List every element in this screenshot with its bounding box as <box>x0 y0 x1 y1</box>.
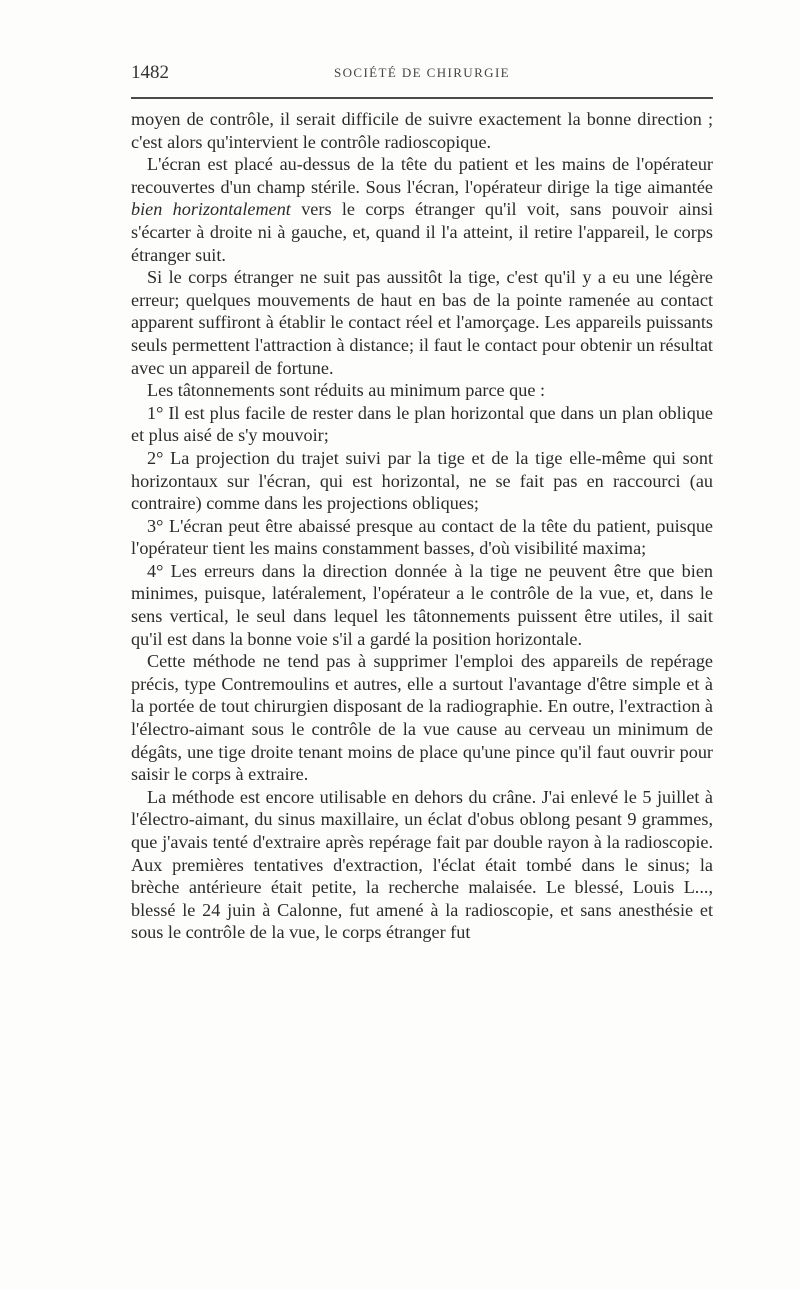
emphasis-text: bien horizontalement <box>131 199 291 220</box>
paragraph: Les tâtonnements sont réduits au minimum parce que : <box>147 380 546 401</box>
paragraph: Si le corps étranger ne suit pas aussitôt la tige, c'est qu'il y a eu une légère erreur; quelques mouvements de haut en bas de la pointe ramenée au contact apparent suffiront à établir le contact réel et l'amorçage. Les appareils puissants seuls permettent l'attraction à distance; il faut le contact pour obtenir un résultat avec un appareil de fortune. <box>131 267 713 378</box>
paragraph-text: L'écran est placé au-dessus de la tête du patient et les mains de l'opérateur recouvertes d'un champ stérile. Sous l'écran, l'opérateur dirige la tige aimantée <box>131 154 713 197</box>
paragraph <box>131 153 713 266</box>
list-item: 4° Les erreurs dans la direction donnée à la tige ne peuvent être que bien minimes, puisque, latéralement, l'opérateur a le contrôle de la vue, et, dans le sens vertical, le seul dans lequel les tâtonnements puissent être utiles, il sait qu'il est dans la bonne voie s'il a gardé la position horizontale. <box>131 560 713 649</box>
body-text <box>131 108 713 944</box>
list-item: 1° Il est plus facile de rester dans le plan horizontal que dans un plan oblique et plus aisé de s'y mouvoir; <box>131 402 713 446</box>
list-item: 2° La projection du trajet suivi par la tige et de la tige elle-même qui sont horizontaux sur l'écran, qui est horizontal, ne se fait pas en raccourci (au contraire) comme dans les projections obliques; <box>131 447 713 514</box>
header-rule <box>131 97 713 99</box>
paragraph: Cette méthode ne tend pas à supprimer l'emploi des appareils de repérage précis, type Contremoulins et autres, elle a surtout l'avantage d'être simple et à la portée de tout chirurgien disposant de la radiographie. En outre, l'extraction à l'électro-aimant sous le contrôle de la vue cause au cerveau un minimum de dégâts, une tige droite tenant moins de place qu'une pince qu'il faut ouvrir pour saisir le corps à extraire. <box>131 651 713 785</box>
paragraph: moyen de contrôle, il serait difficile de suivre exactement la bonne direction ; c'est alors qu'intervient le contrôle radioscopique. <box>131 109 713 152</box>
running-title: SOCIÉTÉ DE CHIRURGIE <box>333 65 511 80</box>
page-number: 1482 <box>131 62 169 83</box>
paragraph: La méthode est encore utilisable en dehors du crâne. J'ai enlevé le 5 juillet à l'électro-aimant, du sinus maxillaire, un éclat d'obus oblong pesant 9 grammes, que j'avais tenté d'extraire après repérage fait par double rayon à la radioscopie. Aux premières tentatives d'extraction, l'éclat était tombé dans le sinus; la brèche antérieure était petite, la recherche malaisée. Le blessé, Louis L..., blessé le 24 juin à Calonne, fut amené à la radioscopie, et sans anesthésie et sous le contrôle de la vue, le corps étranger fut <box>131 786 713 943</box>
paragraph-text: vers le corps étranger qu'il voit, sans pouvoir ainsi s'écarter à droite ni à gauche, et, quand il l'a atteint, il retire l'appareil, le corps étranger suit. <box>131 199 713 265</box>
list-item: 3° L'écran peut être abaissé presque au contact de la tête du patient, puisque l'opérateur tient les mains constamment basses, d'où visibilité maxima; <box>131 515 713 559</box>
page-header <box>131 58 713 88</box>
